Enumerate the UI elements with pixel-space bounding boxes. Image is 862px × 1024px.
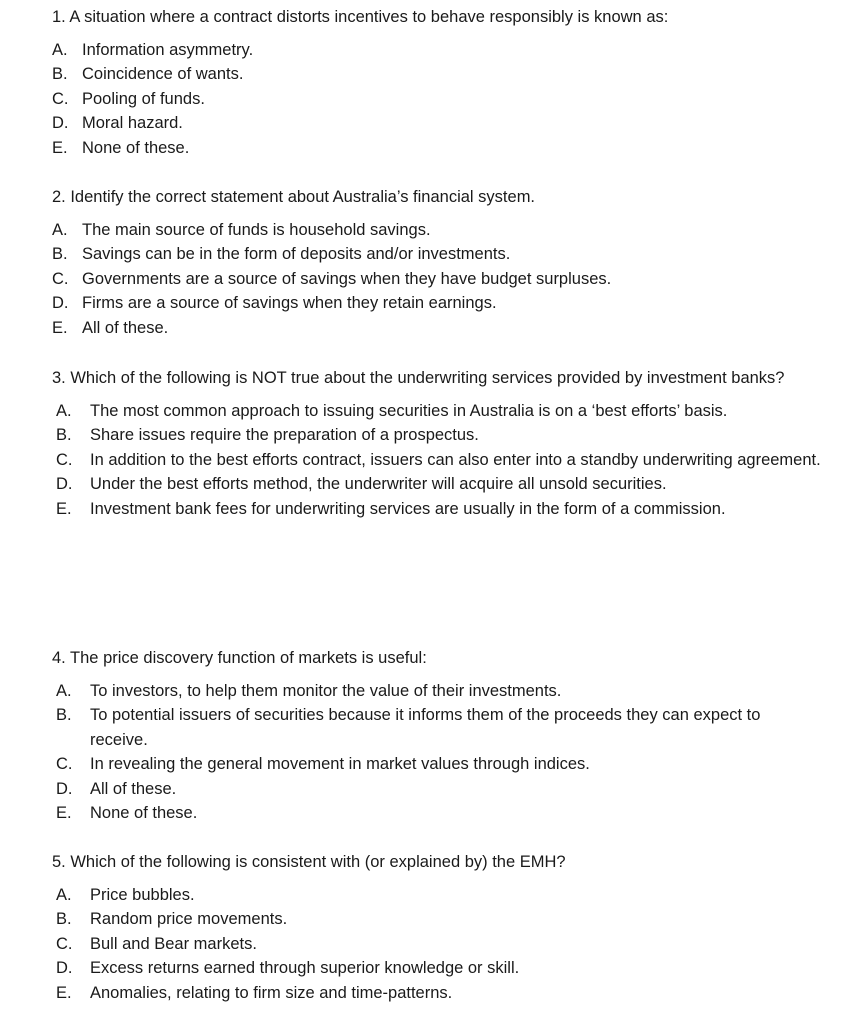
option-text: Bull and Bear markets. bbox=[90, 934, 257, 953]
option-text: To potential issuers of securities because it informs them of the proceeds they can expect to receive. bbox=[90, 706, 761, 749]
option-letter: D. bbox=[56, 779, 73, 798]
option-b bbox=[52, 62, 822, 87]
option-text: Price bubbles. bbox=[90, 885, 195, 904]
option-e bbox=[52, 136, 822, 161]
option-c bbox=[56, 932, 822, 957]
option-letter: C. bbox=[56, 450, 73, 469]
option-d bbox=[56, 777, 822, 802]
option-letter: A. bbox=[52, 220, 68, 239]
options-list bbox=[52, 883, 822, 1006]
option-letter: C. bbox=[52, 89, 69, 108]
option-text: In addition to the best efforts contract, issuers can also enter into a standby underwriting agreement. bbox=[90, 450, 821, 469]
option-letter: E. bbox=[56, 804, 72, 822]
option-letter: B. bbox=[52, 65, 68, 83]
option-e bbox=[52, 316, 822, 341]
option-a bbox=[56, 883, 822, 908]
question-stem: 1. A situation where a contract distorts incentives to behave responsibly is known as: bbox=[52, 8, 669, 26]
option-text: Random price movements. bbox=[90, 910, 288, 928]
option-text: Firms are a source of savings when they retain earnings. bbox=[82, 294, 497, 312]
option-text: In revealing the general movement in market values through indices. bbox=[90, 755, 590, 773]
option-text: The main source of funds is household savings. bbox=[82, 220, 431, 239]
question-3 bbox=[52, 366, 822, 521]
option-letter: E. bbox=[56, 983, 72, 1002]
option-letter: D. bbox=[56, 959, 73, 977]
option-a bbox=[56, 679, 822, 704]
options-list bbox=[52, 218, 822, 341]
option-text: Share issues require the preparation of a prospectus. bbox=[90, 426, 479, 444]
option-c bbox=[56, 448, 822, 473]
question-stem: 2. Identify the correct statement about Australia’s financial system. bbox=[52, 188, 536, 206]
option-c bbox=[52, 87, 822, 112]
option-letter: D. bbox=[52, 114, 69, 132]
option-letter: A. bbox=[56, 401, 72, 420]
option-d bbox=[52, 111, 822, 136]
option-a bbox=[52, 218, 822, 243]
option-c bbox=[52, 267, 822, 292]
option-letter: E. bbox=[56, 499, 72, 518]
option-letter: C. bbox=[52, 269, 69, 288]
option-letter: D. bbox=[56, 475, 73, 493]
option-text: Governments are a source of savings when they have budget surpluses. bbox=[82, 269, 612, 288]
options-list bbox=[52, 38, 822, 161]
option-d bbox=[52, 291, 822, 316]
option-letter: E. bbox=[52, 318, 68, 337]
option-text: Anomalies, relating to firm size and time-patterns. bbox=[90, 983, 453, 1002]
option-text: Under the best efforts method, the underwriter will acquire all unsold securities. bbox=[90, 475, 667, 493]
option-letter: A. bbox=[56, 885, 72, 904]
option-text: All of these. bbox=[90, 779, 177, 798]
options-list bbox=[52, 399, 822, 522]
option-text: None of these. bbox=[82, 138, 190, 157]
option-letter: A. bbox=[56, 681, 72, 700]
option-b bbox=[56, 703, 822, 752]
option-letter: C. bbox=[56, 755, 73, 773]
option-letter: A. bbox=[52, 40, 68, 59]
option-text: Information asymmetry. bbox=[82, 40, 254, 59]
question-4 bbox=[52, 646, 822, 826]
option-letter: B. bbox=[56, 910, 72, 928]
question-5 bbox=[52, 850, 822, 1005]
option-b bbox=[56, 423, 822, 448]
option-text: Coincidence of wants. bbox=[82, 65, 244, 83]
question-2 bbox=[52, 185, 822, 340]
option-c bbox=[56, 752, 822, 777]
question-1 bbox=[52, 5, 822, 160]
options-list bbox=[52, 679, 822, 826]
option-letter: E. bbox=[52, 138, 68, 157]
option-text: Excess returns earned through superior knowledge or skill. bbox=[90, 959, 520, 977]
option-d bbox=[56, 472, 822, 497]
option-text: Pooling of funds. bbox=[82, 89, 205, 108]
option-letter: C. bbox=[56, 934, 73, 953]
option-e bbox=[56, 801, 822, 826]
option-a bbox=[52, 38, 822, 63]
option-d bbox=[56, 956, 822, 981]
question-stem: 5. Which of the following is consistent with (or explained by) the EMH? bbox=[52, 853, 566, 871]
option-text: Investment bank fees for underwriting services are usually in the form of a commission. bbox=[90, 499, 726, 518]
option-text: Moral hazard. bbox=[82, 114, 183, 132]
option-letter: B. bbox=[52, 245, 68, 263]
option-letter: D. bbox=[52, 294, 69, 312]
option-letter: B. bbox=[56, 426, 72, 444]
option-e bbox=[56, 981, 822, 1006]
option-text: All of these. bbox=[82, 318, 169, 337]
option-a bbox=[56, 399, 822, 424]
option-e bbox=[56, 497, 822, 522]
option-text: Savings can be in the form of deposits and/or investments. bbox=[82, 245, 511, 263]
question-stem: 4. The price discovery function of markets is useful: bbox=[52, 649, 427, 667]
option-text: To investors, to help them monitor the value of their investments. bbox=[90, 681, 562, 700]
option-letter: B. bbox=[56, 706, 72, 724]
question-stem: 3. Which of the following is NOT true about the underwriting services provided by investment banks? bbox=[52, 369, 785, 387]
option-text: None of these. bbox=[90, 804, 198, 822]
option-b bbox=[52, 242, 822, 267]
option-text: The most common approach to issuing securities in Australia is on a ‘best efforts’ basis. bbox=[90, 401, 728, 420]
option-b bbox=[56, 907, 822, 932]
